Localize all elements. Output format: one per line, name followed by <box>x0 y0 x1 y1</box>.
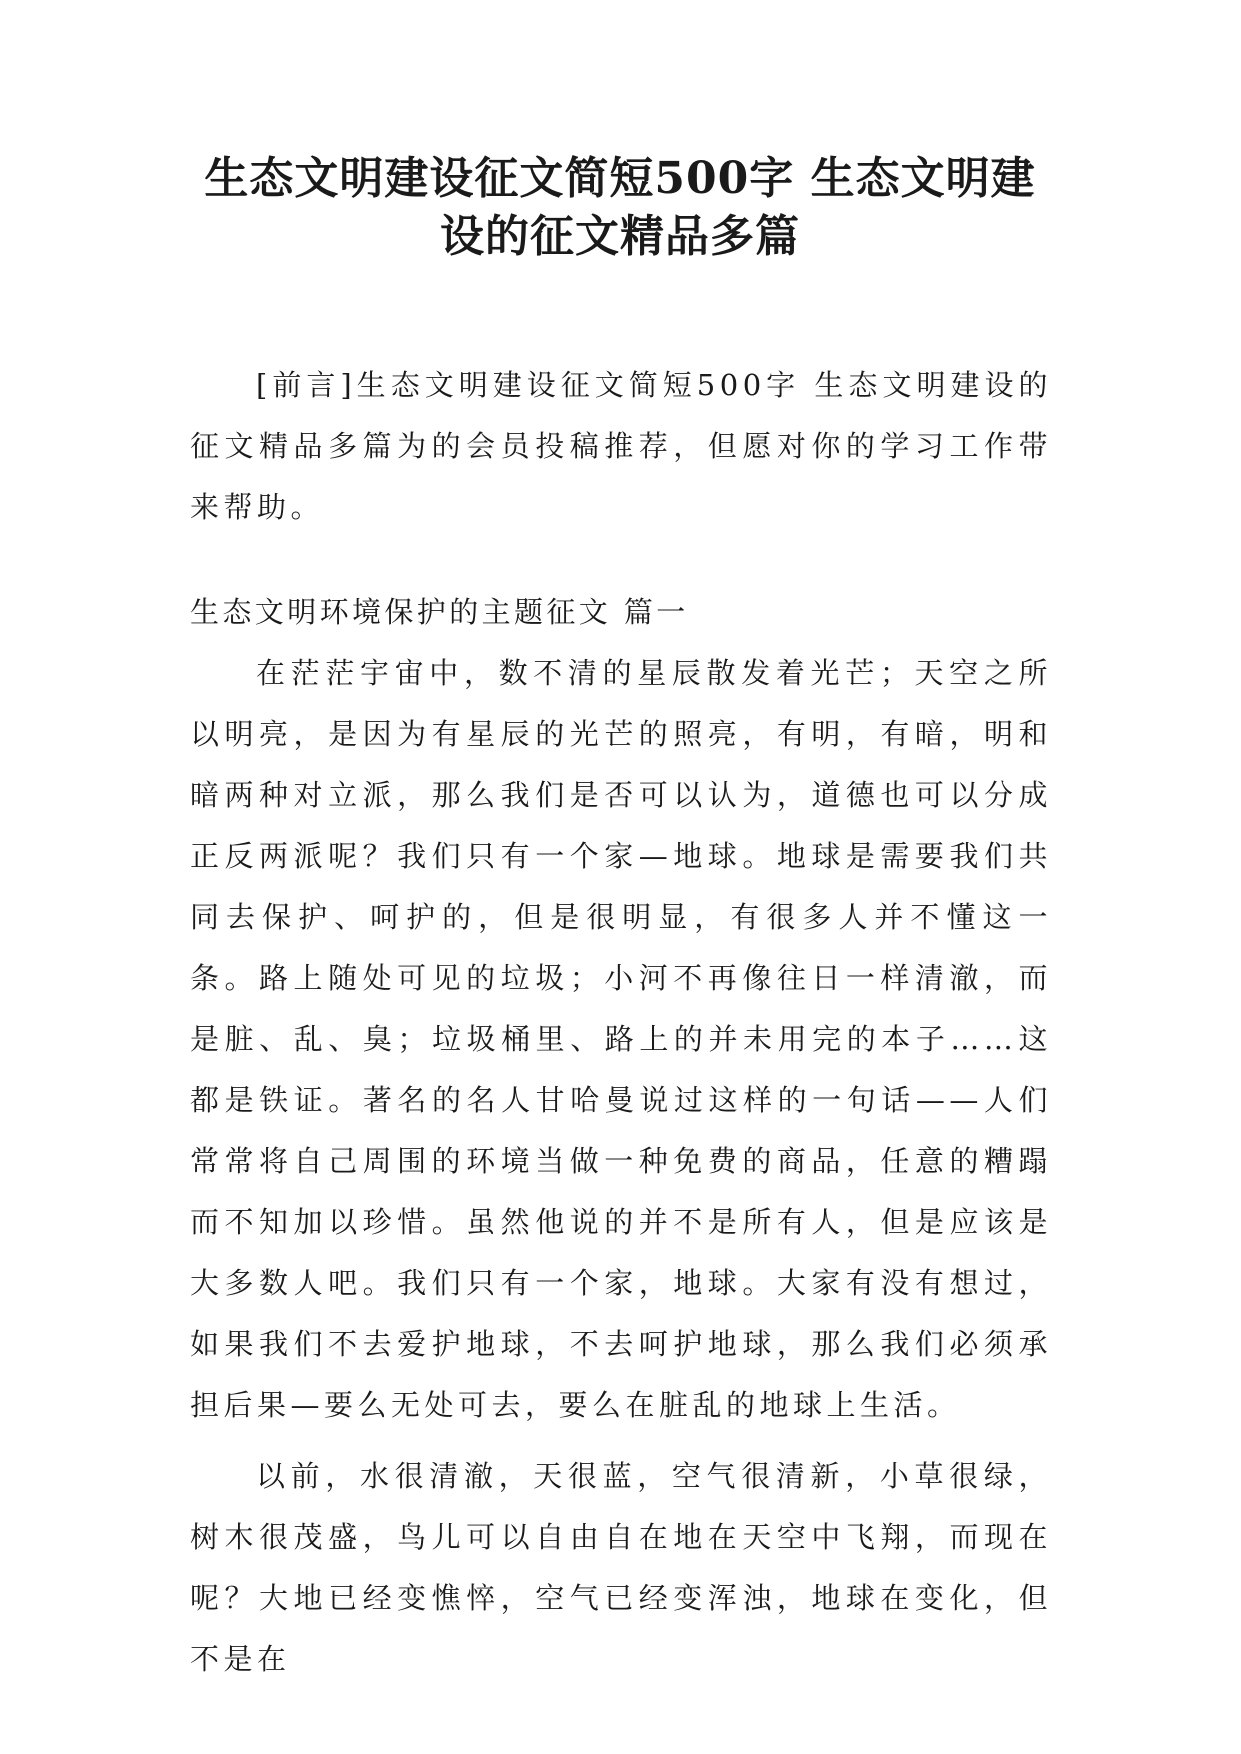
preface-block <box>190 355 1052 538</box>
essay-section <box>190 582 1052 1690</box>
document-title: 生态文明建设征文简短500字 生态文明建设的征文精品多篇 <box>204 153 1036 262</box>
body-paragraph-2: 以前，水很清澈，天很蓝，空气很清新，小草很绿，树木很茂盛，鸟儿可以自由自在地在天空中飞翔，而现在呢？大地已经变憔悴，空气已经变浑浊，地球在变化，但不是在 <box>190 1459 1052 1676</box>
section-heading: 生态文明环境保护的主题征文 篇一 <box>190 595 689 629</box>
body-paragraph-1: 在茫茫宇宙中，数不清的星辰散发着光芒；天空之所以明亮，是因为有星辰的光芒的照亮，有明，有暗，明和暗两种对立派，那么我们是否可以认为，道德也可以分成正反两派呢？我们只有一个家—地球。地球是需要我们共同去保护、呵护的，但是很明显，有很多人并不懂这一条。路上随处可见的垃圾；小河不再像往日一样清澈，而是脏、乱、臭；垃圾桶里、路上的并未用完的本子……这都是铁证。著名的名人甘哈曼说过这样的一句话——人们常常将自己周围的环境当做一种免费的商品，任意的糟蹋而不知加以珍惜。虽然他说的并不是所有人，但是应该是大多数人吧。我们只有一个家，地球。大家有没有想过，如果我们不去爱护地球，不去呵护地球，那么我们必须承担后果—要么无处可去，要么在脏乱的地球上生活。 <box>190 656 1052 1422</box>
preface-paragraph: [前言]生态文明建设征文简短500字 生态文明建设的征文精品多篇为的会员投稿推荐，但愿对你的学习工作带来帮助。 <box>190 368 1052 524</box>
